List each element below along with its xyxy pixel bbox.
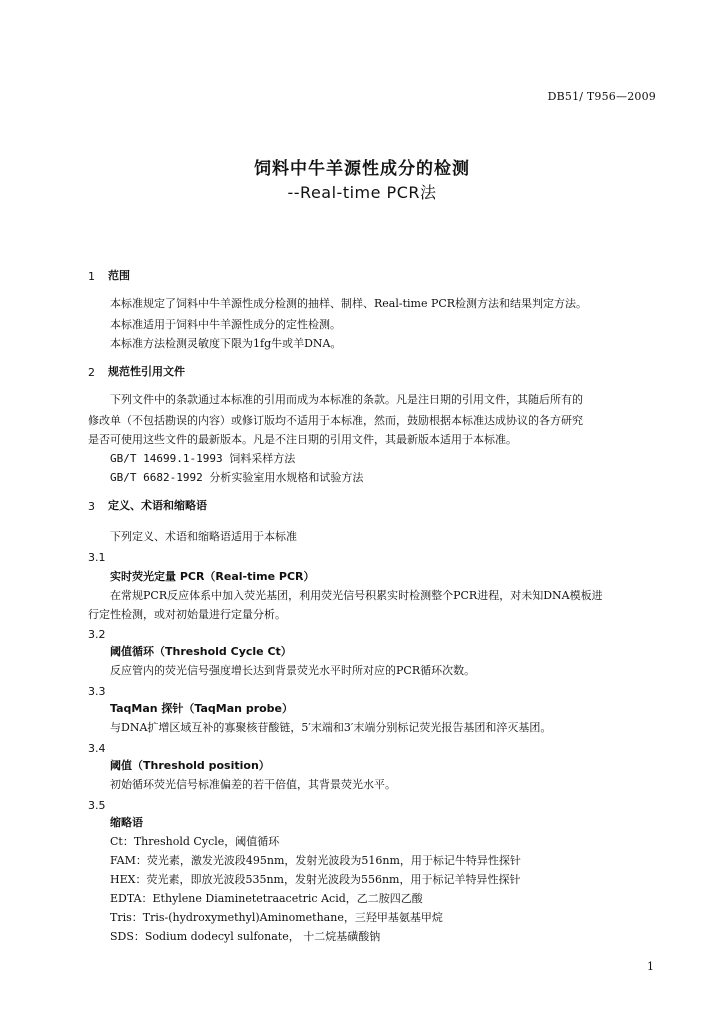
- section-3-heading: 定义、术语和缩略语: [108, 499, 207, 512]
- page-number: 1: [647, 960, 654, 973]
- term-heading: TaqMan 探针（TaqMan probe）: [110, 702, 294, 715]
- abbreviation-item: HEX：荧光素，即放光波段535nm，发射光波段为556nm，用于标记羊特异性探针: [110, 873, 521, 886]
- section-2-para: 是否可使用这些文件的最新版本。凡是不注日期的引用文件，其最新版本适用于本标准。: [88, 433, 517, 446]
- abbreviation-item: SDS：Sodium dodecyl sulfonate， 十二烷基磺酸钠: [110, 930, 381, 943]
- section-1-para: 本标准规定了饲料中牛羊源性成分检测的抽样、制样、Real-time PCR检测方法和结果判定方法。: [110, 297, 588, 310]
- subsection-number: 3.2: [88, 628, 106, 641]
- abbreviation-item: EDTA：Ethylene Diaminetetraacetric Acid，乙二胺四乙酸: [110, 892, 423, 905]
- section-2-number: 2: [88, 366, 95, 379]
- section-2-para: 下列文件中的条款通过本标准的引用而成为本标准的条款。凡是注日期的引用文件，其随后所有的: [110, 393, 583, 406]
- section-1-para: 本标准方法检测灵敏度下限为1fg牛或羊DNA。: [110, 337, 342, 350]
- normative-reference: GB/T 14699.1-1993 饲料采样方法: [110, 452, 296, 465]
- section-1-number: 1: [88, 270, 95, 283]
- term-heading: 阈值循环（Threshold Cycle Ct）: [110, 645, 292, 658]
- subsection-number: 3.3: [88, 685, 106, 698]
- term-heading: 实时荧光定量 PCR（Real-time PCR）: [110, 570, 315, 583]
- abbreviation-item: FAM：荧光素，激发光波段495nm，发射光波段为516nm，用于标记牛特异性探针: [110, 854, 521, 867]
- term-heading: 阈值（Threshold position）: [110, 759, 270, 772]
- section-1-heading: 范围: [108, 269, 130, 282]
- subsection-number: 3.5: [88, 799, 106, 812]
- section-3-number: 3: [88, 500, 95, 513]
- term-definition: 反应管内的荧光信号强度增长达到背景荧光水平时所对应的PCR循环次数。: [110, 664, 476, 677]
- document-title: 饲料中牛羊源性成分的检测: [254, 159, 470, 179]
- term-heading: 缩略语: [110, 816, 143, 829]
- term-definition: 行定性检测，或对初始量进行定量分析。: [88, 608, 286, 621]
- section-1-para: 本标准适用于饲料中牛羊源性成分的定性检测。: [110, 318, 341, 331]
- term-definition: 在常规PCR反应体系中加入荧光基团，利用荧光信号积累实时检测整个PCR进程，对未知DNA模板进: [110, 589, 603, 602]
- normative-reference: GB/T 6682-1992 分析实验室用水规格和试验方法: [110, 471, 364, 484]
- section-2-para: 修改单（不包括勘误的内容）或修订版均不适用于本标准，然而，鼓励根据本标准达成协议的各方研究: [88, 414, 583, 427]
- section-3-intro: 下列定义、术语和缩略语适用于本标准: [110, 530, 297, 543]
- subsection-number: 3.4: [88, 742, 106, 755]
- standard-code: DB51/ T956—2009: [547, 90, 656, 103]
- abbreviation-item: Ct：Threshold Cycle，阈值循环: [110, 835, 280, 848]
- term-definition: 初始循环荧光信号标准偏差的若干倍值，其背景荧光水平。: [110, 778, 396, 791]
- term-definition: 与DNA扩增区域互补的寡聚核苷酸链，5′末端和3′末端分别标记荧光报告基团和淬灭基团。: [110, 721, 552, 734]
- subsection-number: 3.1: [88, 551, 106, 564]
- section-2-heading: 规范性引用文件: [108, 365, 185, 378]
- document-subtitle: --Real-time PCR法: [287, 183, 437, 202]
- abbreviation-item: Tris：Tris-(hydroxymethyl)Aminomethane，三羟甲基氨基甲烷: [110, 911, 443, 924]
